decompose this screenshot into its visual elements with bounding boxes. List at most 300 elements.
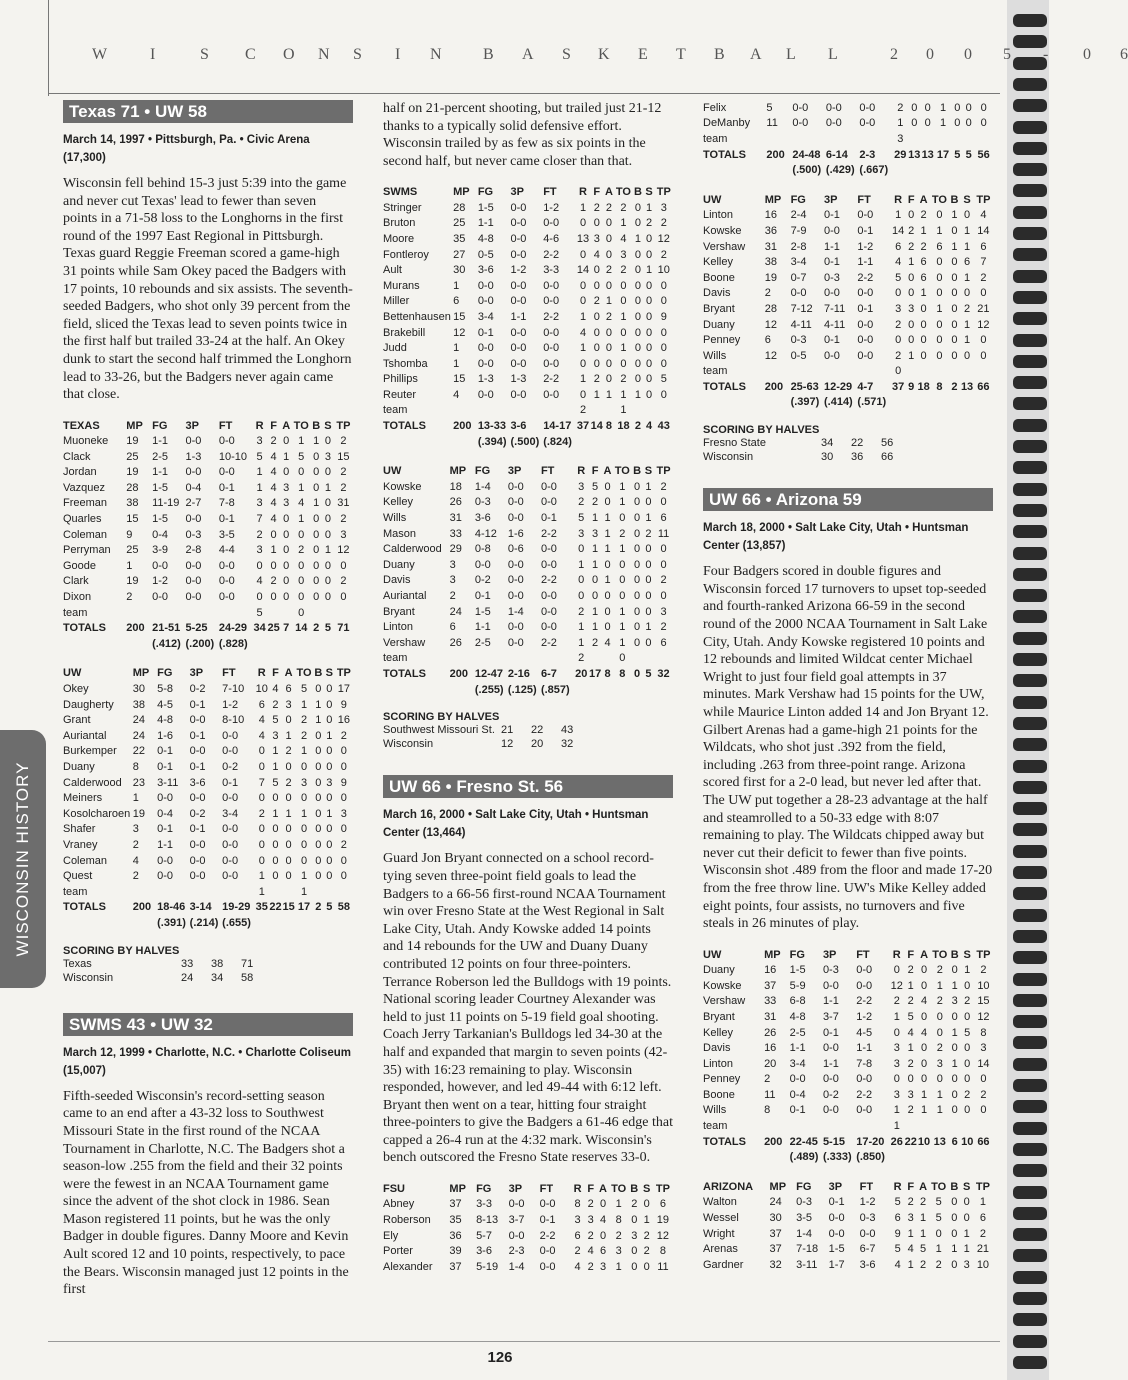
stat-cell bbox=[934, 162, 951, 178]
stat-cell: 2 bbox=[340, 435, 347, 448]
stat-cell: 3 bbox=[980, 1042, 987, 1055]
player-name bbox=[383, 434, 453, 450]
half-score: 22 bbox=[851, 437, 864, 450]
stat-cell: S bbox=[644, 465, 653, 478]
stat-cell: 0-3 bbox=[823, 271, 840, 284]
binding-coil bbox=[1013, 248, 1047, 261]
stat-cell: 0-0 bbox=[828, 1227, 845, 1240]
stat-cell: 1 bbox=[951, 1026, 958, 1039]
stat-cell: 1-4 bbox=[507, 605, 524, 618]
stat-cell: FT bbox=[859, 1180, 874, 1193]
player-name: Penney bbox=[703, 1073, 741, 1086]
stat-cell: 0 bbox=[604, 605, 611, 618]
stat-cell: 6 bbox=[574, 1229, 581, 1242]
stat-cell: 0 bbox=[300, 838, 308, 851]
stat-cell: 0 bbox=[980, 101, 987, 114]
player-name: Vershaw bbox=[383, 636, 426, 649]
stat-cell: FG bbox=[157, 667, 173, 680]
stat-cell: 0 bbox=[604, 480, 611, 493]
stat-cell: 5-19 bbox=[476, 1260, 499, 1273]
stat-cell: 0 bbox=[920, 334, 927, 347]
stat-cell: 37 bbox=[892, 380, 905, 393]
stat-cell: 1-1 bbox=[856, 1042, 873, 1055]
stat-cell: 0 bbox=[272, 792, 279, 805]
stat-cell: 1-1 bbox=[152, 466, 168, 479]
stat-cell: 2 bbox=[764, 1073, 771, 1086]
stat-cell: 10 bbox=[976, 1258, 990, 1271]
stat-cell: 0-0 bbox=[477, 357, 494, 370]
player-row bbox=[63, 790, 353, 806]
stat-cell bbox=[765, 364, 791, 380]
stat-cell: 6 bbox=[895, 240, 902, 253]
stat-cell: 4-11 bbox=[790, 318, 812, 331]
stat-cell: 2 bbox=[605, 201, 613, 214]
stat-cell: 0 bbox=[324, 435, 332, 448]
stat-cell bbox=[334, 636, 353, 652]
header-letter: C bbox=[245, 46, 256, 63]
stat-cell: 1 bbox=[578, 621, 585, 634]
stat-cell: 1 bbox=[645, 480, 652, 493]
stat-cell: 58 bbox=[337, 901, 350, 914]
stat-cell: 0-0 bbox=[510, 342, 527, 355]
stat-cell bbox=[949, 395, 961, 411]
stat-cell: 0 bbox=[964, 1073, 971, 1086]
stat-cell: 2 bbox=[593, 295, 600, 308]
stat-cell: 2 bbox=[936, 1042, 943, 1055]
stat-cell: 0 bbox=[298, 591, 305, 604]
stat-cell: 0-0 bbox=[823, 224, 840, 237]
stat-cell: 2-2 bbox=[540, 527, 557, 540]
stat-cell: 2 bbox=[285, 745, 292, 758]
player-name: Shafer bbox=[63, 823, 96, 836]
stat-cell bbox=[960, 364, 973, 380]
stat-cell: B bbox=[633, 465, 642, 478]
stat-cell: 0-0 bbox=[218, 435, 235, 448]
stat-cell: 8 bbox=[659, 1245, 666, 1258]
stat-cell: 0 bbox=[951, 964, 958, 977]
stat-cell: 2 bbox=[907, 1196, 914, 1209]
stat-cell: 3 bbox=[893, 1088, 900, 1101]
stat-cell: 2 bbox=[660, 480, 667, 493]
stat-cell: 0 bbox=[619, 558, 626, 571]
stat-cell: 0 bbox=[313, 575, 320, 588]
stat-cell: S bbox=[324, 419, 332, 432]
player-row bbox=[63, 449, 353, 465]
stat-cell: 3-5 bbox=[218, 528, 235, 541]
stat-cell: 2 bbox=[313, 622, 320, 635]
stat-cell: 10 bbox=[977, 979, 990, 992]
stat-cell: R bbox=[255, 419, 264, 432]
stat-cell: 0 bbox=[340, 870, 347, 883]
stat-cell: 6 bbox=[764, 334, 771, 347]
stat-cell: 8-13 bbox=[476, 1214, 499, 1227]
stat-cell: 4 bbox=[920, 1026, 928, 1039]
stat-cell: 5-9 bbox=[789, 979, 806, 992]
stat-cell: 1 bbox=[907, 1042, 914, 1055]
player-name: Stringer bbox=[383, 201, 422, 214]
player-row bbox=[63, 868, 353, 884]
stat-cell: 2 bbox=[964, 995, 971, 1008]
stat-cell: 1 bbox=[645, 264, 653, 277]
stat-cell: 14 bbox=[590, 420, 603, 433]
stat-cell: 1-1 bbox=[157, 838, 174, 851]
stat-cell: 2 bbox=[919, 1196, 927, 1209]
stat-cell: 0 bbox=[645, 232, 653, 245]
stat-cell: 3-4 bbox=[222, 807, 239, 820]
stat-cell: 0-0 bbox=[189, 714, 206, 727]
stat-cell: 5 bbox=[298, 450, 305, 463]
player-name: Gardner bbox=[703, 1258, 744, 1271]
binding-coil bbox=[1013, 1058, 1047, 1071]
stat-cell: 6 bbox=[979, 1212, 986, 1225]
player-row bbox=[383, 604, 673, 620]
stat-cell: 5 bbox=[935, 1196, 942, 1209]
player-name: Clark bbox=[63, 575, 89, 588]
stat-cell: 0 bbox=[920, 302, 927, 315]
stat-cell: 3 bbox=[283, 497, 290, 510]
stat-cell bbox=[590, 434, 603, 450]
stat-cell: 0 bbox=[920, 1073, 928, 1086]
stat-cell: 14 bbox=[977, 1057, 990, 1070]
stat-cell bbox=[905, 364, 916, 380]
stat-cell: TO bbox=[615, 186, 631, 199]
stat-cell bbox=[282, 884, 295, 900]
stat-cell: 1 bbox=[453, 279, 460, 292]
stat-cell: 2 bbox=[592, 496, 599, 509]
stat-cell: 0 bbox=[605, 232, 613, 245]
half-score: 66 bbox=[881, 451, 894, 464]
stat-cell: 1-1 bbox=[789, 1042, 806, 1055]
stat-cell bbox=[252, 636, 267, 652]
player-row bbox=[383, 294, 673, 310]
stat-cell: 30 bbox=[132, 683, 145, 696]
stat-cell: 8 bbox=[619, 667, 626, 680]
binding-coil bbox=[1013, 1079, 1047, 1092]
stat-cell: 0-3 bbox=[474, 496, 491, 509]
stat-cell: 2-2 bbox=[543, 310, 560, 323]
player-name: team bbox=[63, 606, 88, 619]
player-row bbox=[63, 728, 353, 744]
stat-cell bbox=[826, 131, 860, 147]
header-letter: S bbox=[562, 46, 571, 63]
stat-cell: 4-5 bbox=[856, 1026, 873, 1039]
player-row bbox=[703, 978, 993, 994]
stat-cell bbox=[615, 434, 633, 450]
stat-cell: 19 bbox=[132, 807, 145, 820]
stat-cell: 0-0 bbox=[510, 217, 527, 230]
stat-cell: 0-0 bbox=[189, 870, 206, 883]
stat-cell: 37 bbox=[769, 1243, 782, 1256]
stat-cell: R bbox=[893, 1180, 902, 1193]
binding-coil bbox=[1013, 1164, 1047, 1177]
stat-cell: 2 bbox=[643, 1245, 650, 1258]
stat-cell: 29 bbox=[449, 543, 462, 556]
player-name: Walton bbox=[703, 1196, 737, 1209]
stat-cell: 4 bbox=[579, 326, 587, 339]
binding-coil bbox=[1013, 78, 1047, 91]
stat-cell: 0-0 bbox=[218, 575, 235, 588]
player-name: Kowske bbox=[703, 224, 742, 237]
stat-cell: 0-0 bbox=[789, 1073, 806, 1086]
game-story-continued: half on 21-percent shooting, but trailed just 21-12 thanks to a typically solid defensive effort. Wisconsin trailed by as few as six points in the second half, but never came closer than that. bbox=[383, 101, 662, 169]
stat-cell: 28 bbox=[126, 481, 139, 494]
player-name: Phillips bbox=[383, 373, 418, 386]
stat-cell: 2 bbox=[908, 240, 915, 253]
stat-cell: 4 bbox=[620, 232, 627, 245]
stat-cell: 0 bbox=[285, 854, 292, 867]
stat-cell: 25 bbox=[126, 450, 139, 463]
stat-cell: 2-2 bbox=[543, 373, 560, 386]
stat-cell: 37 bbox=[449, 1260, 462, 1273]
stat-cell: 1 bbox=[258, 885, 265, 898]
stat-cell: 7 bbox=[258, 776, 265, 789]
player-row bbox=[383, 588, 673, 604]
player-row bbox=[703, 332, 993, 348]
stat-cell: 2-5 bbox=[789, 1026, 806, 1039]
stat-cell: 0-0 bbox=[477, 279, 494, 292]
stat-cell: 7-18 bbox=[796, 1243, 819, 1256]
player-name: TOTALS bbox=[703, 148, 746, 161]
stat-cell: 1 bbox=[963, 1243, 970, 1256]
stat-cell: R bbox=[573, 1182, 582, 1195]
stat-cell: 0 bbox=[324, 559, 332, 572]
stat-cell: 0-0 bbox=[823, 287, 840, 300]
stat-cell: 0 bbox=[315, 823, 322, 836]
stat-cell: TO bbox=[931, 1180, 947, 1193]
player-name: Coleman bbox=[63, 854, 108, 867]
player-name: Fontleroy bbox=[383, 248, 429, 261]
stat-cell: 0 bbox=[645, 279, 653, 292]
stat-cell: 0-0 bbox=[857, 318, 874, 331]
stat-cell bbox=[219, 605, 252, 621]
stat-cell: 1 bbox=[615, 1198, 622, 1211]
player-row bbox=[383, 340, 673, 356]
stat-cell: 0 bbox=[645, 373, 653, 386]
halves-row bbox=[383, 723, 591, 737]
stat-cell: 66 bbox=[977, 380, 990, 393]
stat-cell: 15 bbox=[453, 310, 466, 323]
box-score-fsu bbox=[383, 1181, 673, 1275]
stat-cell: 4-8 bbox=[477, 232, 494, 245]
stat-cell: 0 bbox=[340, 792, 347, 805]
stat-cell: 0 bbox=[340, 854, 347, 867]
binding-coil bbox=[1013, 291, 1047, 304]
player-name: Murans bbox=[383, 279, 420, 292]
stat-cell: 6 bbox=[660, 636, 667, 649]
stat-cell: 0 bbox=[951, 1227, 958, 1240]
stat-cell: 4-5 bbox=[157, 698, 174, 711]
stat-cell: 3-4 bbox=[789, 1057, 806, 1070]
stat-cell: TO bbox=[614, 465, 630, 478]
stat-cell: 0 bbox=[645, 590, 652, 603]
stat-cell: (.333) bbox=[822, 1151, 852, 1164]
stat-cell: 2 bbox=[660, 248, 667, 261]
player-name: ARIZONA bbox=[703, 1180, 754, 1193]
stat-cell: 0-0 bbox=[856, 979, 873, 992]
stat-cell: 0-0 bbox=[510, 326, 527, 339]
stat-cell bbox=[190, 884, 223, 900]
stat-cell: (.655) bbox=[222, 916, 251, 929]
stat-cell bbox=[961, 1149, 974, 1165]
player-name: UW bbox=[63, 667, 82, 680]
stat-cell: 4 bbox=[895, 256, 902, 269]
player-row bbox=[383, 403, 673, 419]
stat-cell: 3-9 bbox=[152, 544, 168, 557]
player-row bbox=[383, 262, 673, 278]
player-row bbox=[63, 759, 353, 775]
stat-cell: 3-4 bbox=[477, 310, 494, 323]
stat-cell: 0-0 bbox=[539, 1245, 556, 1258]
stat-cell: 0 bbox=[951, 224, 958, 237]
stat-cell: 3 bbox=[578, 480, 585, 493]
stat-cell: 0 bbox=[964, 979, 971, 992]
stat-cell: 0-0 bbox=[185, 575, 202, 588]
box-header-row bbox=[703, 192, 993, 208]
player-row bbox=[63, 884, 353, 900]
player-name: Bryant bbox=[383, 605, 415, 618]
stat-cell: 22 bbox=[904, 1135, 917, 1148]
stat-cell: 1 bbox=[634, 232, 641, 245]
player-row bbox=[703, 254, 993, 270]
stat-cell: 0 bbox=[619, 652, 626, 665]
stat-cell: 15 bbox=[337, 450, 350, 463]
stat-cell: 2 bbox=[979, 1227, 986, 1240]
stat-cell: 1 bbox=[935, 1243, 942, 1256]
stat-cell: 0 bbox=[326, 698, 333, 711]
stat-cell: 0 bbox=[951, 1196, 958, 1209]
player-name: Kelley bbox=[383, 496, 413, 509]
stat-cell: 1-1 bbox=[510, 310, 527, 323]
stat-cell: A bbox=[920, 948, 929, 961]
stat-cell: 20 bbox=[575, 667, 588, 680]
half-score: 24 bbox=[181, 971, 194, 984]
stat-cell: F bbox=[591, 465, 599, 478]
stat-cell bbox=[952, 162, 963, 178]
stat-cell bbox=[453, 434, 478, 450]
stat-cell: 0 bbox=[324, 513, 332, 526]
box-header-row bbox=[63, 666, 353, 682]
binding-coil bbox=[1013, 951, 1047, 964]
stat-cell: 5 bbox=[895, 271, 902, 284]
stat-cell: 3-6 bbox=[476, 1245, 492, 1258]
stat-cell: 4 bbox=[256, 575, 263, 588]
stat-cell bbox=[974, 162, 993, 178]
stat-cell: 0 bbox=[645, 326, 653, 339]
stat-cell bbox=[541, 651, 574, 667]
stat-cell: 1 bbox=[453, 357, 460, 370]
stat-cell: 28 bbox=[764, 302, 777, 315]
stat-cell: 0 bbox=[634, 357, 641, 370]
stat-cell: 3 bbox=[936, 1057, 943, 1070]
stat-cell: 2 bbox=[272, 698, 279, 711]
stat-cell: 200 bbox=[766, 148, 785, 161]
stat-cell: 0-3 bbox=[790, 334, 807, 347]
stat-cell: 14 bbox=[295, 622, 308, 635]
stat-cell: 8-10 bbox=[222, 714, 245, 727]
stat-cell bbox=[644, 434, 655, 450]
stat-cell: 33 bbox=[449, 527, 462, 540]
stat-cell: 3 bbox=[593, 232, 600, 245]
stat-cell: 5 bbox=[592, 480, 599, 493]
header-letter: L bbox=[786, 46, 796, 63]
stat-cell: 6 bbox=[980, 240, 987, 253]
stat-cell: 3-14 bbox=[189, 901, 212, 914]
stat-cell bbox=[576, 434, 590, 450]
player-name: TOTALS bbox=[703, 380, 746, 393]
player-name: Kelley bbox=[703, 1026, 733, 1039]
totals-row bbox=[703, 147, 993, 163]
stat-cell: 6 bbox=[258, 698, 265, 711]
stat-cell: 2 bbox=[620, 373, 627, 386]
stat-cell: 2 bbox=[449, 590, 456, 603]
footer-rule bbox=[48, 1341, 1000, 1342]
stat-cell: 12 bbox=[977, 318, 990, 331]
stat-cell: 3 bbox=[908, 302, 915, 315]
stat-cell: 9 bbox=[126, 528, 133, 541]
binding-coil bbox=[1013, 1122, 1047, 1135]
totals-row bbox=[63, 900, 353, 916]
player-row bbox=[383, 1228, 673, 1244]
stat-cell: 5 bbox=[964, 1026, 971, 1039]
stat-cell: 0-0 bbox=[856, 964, 873, 977]
player-row bbox=[703, 994, 993, 1010]
box-score-table bbox=[703, 100, 993, 178]
stat-cell: 4 bbox=[604, 636, 611, 649]
stat-cell: 0 bbox=[936, 271, 943, 284]
player-name: UW bbox=[383, 465, 402, 478]
player-row bbox=[703, 1072, 993, 1088]
half-score: 56 bbox=[881, 437, 894, 450]
stat-cell: 2 bbox=[935, 1258, 942, 1271]
stat-cell: 1 bbox=[893, 1104, 900, 1117]
stat-cell bbox=[790, 1118, 823, 1134]
stat-cell: 1 bbox=[907, 1258, 914, 1271]
stat-cell: 3 bbox=[285, 698, 292, 711]
stat-cell: 2 bbox=[340, 838, 347, 851]
stat-cell: 1 bbox=[619, 605, 626, 618]
stat-cell: 20 bbox=[764, 1057, 777, 1070]
stat-cell: 19-29 bbox=[222, 901, 251, 914]
stat-cell: 7-8 bbox=[218, 497, 235, 510]
stat-cell: 0 bbox=[283, 466, 290, 479]
stat-cell: B bbox=[950, 193, 959, 206]
stat-cell: 0-3 bbox=[859, 1212, 876, 1225]
stat-cell: 39 bbox=[449, 1245, 462, 1258]
stat-cell: 0 bbox=[593, 279, 600, 292]
stat-cell: 0 bbox=[660, 543, 667, 556]
stat-cell: 17 bbox=[297, 901, 311, 914]
stat-cell: 14 bbox=[576, 264, 590, 277]
stat-cell: 0-0 bbox=[540, 621, 557, 634]
stat-cell: 1 bbox=[893, 1010, 900, 1023]
header-letter: 0 bbox=[964, 46, 972, 63]
header-letter: B bbox=[483, 46, 494, 63]
player-row bbox=[383, 372, 673, 388]
stat-cell: 0-2 bbox=[189, 807, 206, 820]
binding-coil bbox=[1013, 568, 1047, 581]
stat-cell bbox=[295, 915, 313, 931]
stat-cell: 5 bbox=[326, 901, 333, 914]
player-name bbox=[63, 915, 133, 931]
totals-row bbox=[383, 666, 673, 682]
stat-cell: A bbox=[282, 419, 291, 432]
stat-cell: 5 bbox=[907, 1010, 914, 1023]
player-name: Wills bbox=[703, 349, 727, 362]
stat-cell bbox=[921, 131, 934, 147]
stat-cell bbox=[511, 403, 544, 419]
stat-cell: 17-20 bbox=[856, 1135, 885, 1148]
stat-cell: 0 bbox=[593, 357, 600, 370]
